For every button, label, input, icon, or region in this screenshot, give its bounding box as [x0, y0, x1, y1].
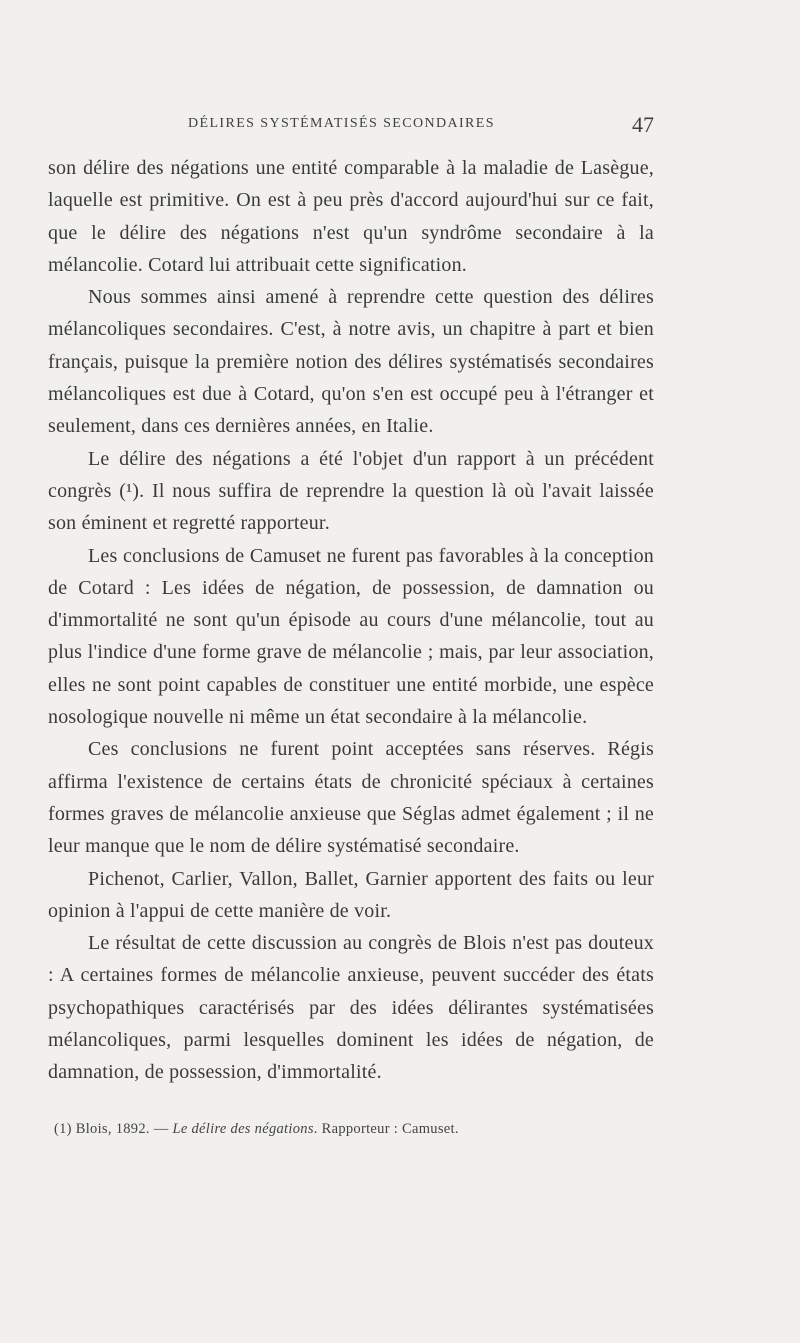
- footnote-title: Le délire des négations: [172, 1120, 314, 1137]
- running-head-title: DÉLIRES SYSTÉMATISÉS SECONDAIRES: [188, 116, 495, 131]
- paragraph: Nous sommes ainsi amené à reprendre cette question des délires mélancoliques secondaires. C'est, à notre avis, un chapitre à part et bien français, puisque la première notion des délires systématisés secondaires mélancoliques est due à Cotard, qu'on s'en est occupé peu à l'étranger et seulement, dans ces dernières années, en Italie.: [48, 286, 654, 438]
- footnote-suffix: . Rapporteur : Camuset.: [313, 1120, 459, 1137]
- body-text: [48, 152, 654, 1089]
- running-head: [48, 112, 654, 142]
- footnote: [48, 1119, 654, 1139]
- paragraph: Le délire des négations a été l'objet d'un rapport à un précédent congrès (¹). Il nous suffira de reprendre la question là où l'avait laissée son éminent et regretté rapporteur.: [48, 447, 654, 535]
- paragraph: son délire des négations une entité comparable à la maladie de Lasègue, laquelle est primitive. On est à peu près d'accord aujourd'hui sur ce fait, que le délire des négations n'est qu'un syndrôme secondaire à la mélancolie. Cotard lui attribuait cette signification.: [48, 157, 654, 276]
- page-number: 47: [632, 112, 654, 137]
- book-page: [48, 112, 654, 1139]
- footnote-marker: (1): [54, 1120, 72, 1137]
- paragraph: Ces conclusions ne furent point acceptées sans réserves. Régis affirma l'existence de certains états de chronicité spéciaux à certaines formes graves de mélancolie anxieuse que Séglas admet également ; il ne leur manque que le nom de délire systématisé secondaire.: [48, 738, 654, 858]
- paragraph: Le résultat de cette discussion au congrès de Blois n'est pas douteux : A certaines formes de mélancolie anxieuse, peuvent succéder des états psychopathiques caractérisés par des idées délirantes systématisées mélancoliques, parmi lesquelles dominent les idées de négation, de damnation, de possession, d'immortalité.: [48, 932, 654, 1084]
- footnote-prefix: Blois, 1892. —: [71, 1120, 173, 1137]
- paragraph: Pichenot, Carlier, Vallon, Ballet, Garnier apportent des faits ou leur opinion à l'appui de cette manière de voir.: [48, 867, 654, 922]
- paragraph: Les conclusions de Camuset ne furent pas favorables à la conception de Cotard : Les idées de négation, de possession, de damnation ou d'immortalité ne sont qu'un épisode au cours d'une mélancolie, tout au plus l'indice d'une forme grave de mélancolie ; mais, par leur association, elles ne sont point capables de constituer une entité morbide, une espèce nosologique nouvelle ni même un état secondaire à la mélancolie.: [48, 544, 654, 729]
